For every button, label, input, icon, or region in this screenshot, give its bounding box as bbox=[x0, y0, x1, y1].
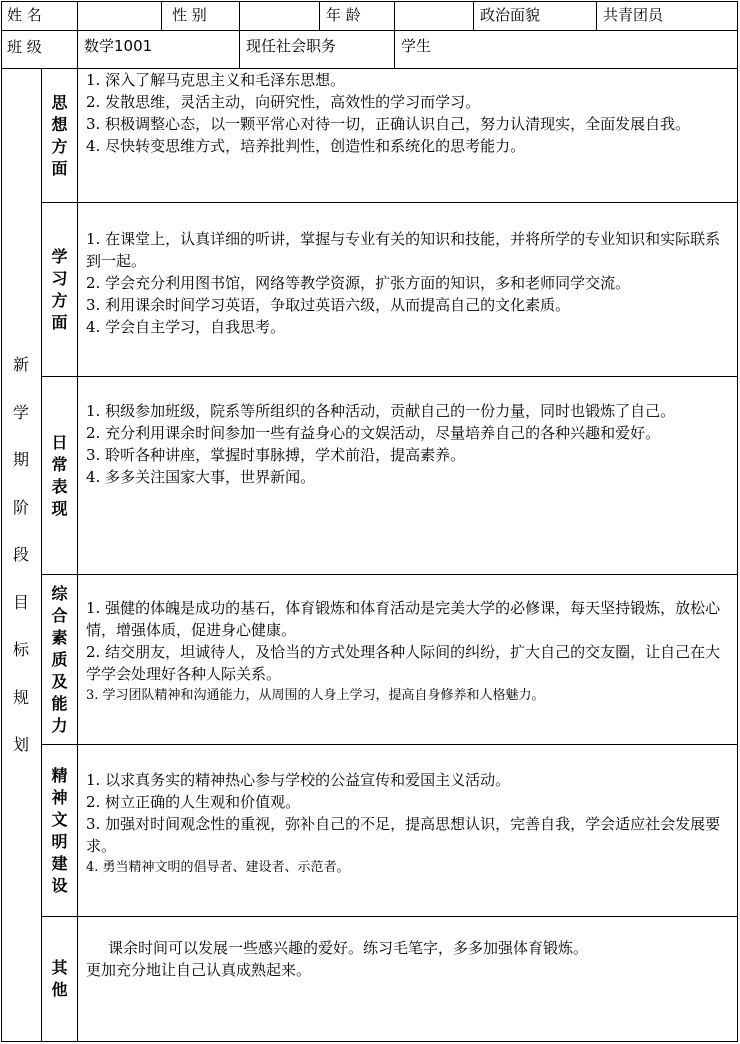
political-status-label: 政治面貌 bbox=[474, 1, 597, 31]
section-content-civility bbox=[78, 745, 738, 917]
gender-label: 性 别 bbox=[162, 1, 240, 31]
list-item: 2. 充分利用课余时间参加一些有益身心的文娱活动，尽量培养自己的各种兴趣和爱好。 bbox=[86, 424, 661, 442]
list-item: 3. 利用课余时间学习英语，争取过英语六级，从而提高自己的文化素质。 bbox=[86, 296, 571, 314]
section-label-civility: 精神文明建设 bbox=[42, 745, 78, 917]
section-content-abilities bbox=[78, 575, 738, 745]
section-content-daily bbox=[78, 377, 738, 575]
list-item: 2. 发散思维，灵活主动，向研究性，高效性的学习而学习。 bbox=[86, 93, 481, 111]
paragraph: 更加充分地让自己认真成熟起来。 bbox=[86, 961, 312, 979]
political-status-value[interactable]: 共青团员 bbox=[597, 1, 738, 31]
list-item: 1. 强健的体魄是成功的基石，体育锻炼和体育活动是完美大学的必修课，每天坚持锻炼，放松心情，增强体质，促进身心健康。 bbox=[86, 599, 721, 639]
list-item: 2. 学会充分利用图书馆，网络等教学资源，扩张方面的知识，多和老师同学交流。 bbox=[86, 274, 631, 292]
paragraph: 课余时间可以发展一些感兴趣的爱好。练习毛笔字，多多加强体育锻炼。 bbox=[108, 939, 589, 957]
main-section-label: 新学期阶段目标规划 bbox=[1, 69, 42, 1042]
social-position-value[interactable]: 学生 bbox=[395, 31, 738, 69]
list-item: 1. 深入了解马克思主义和毛泽东思想。 bbox=[86, 71, 346, 89]
list-item: 3. 学习团队精神和沟通能力，从周围的人身上学习，提高自身修养和人格魅力。 bbox=[86, 688, 545, 703]
list-item: 1. 积级参加班级，院系等所组织的各种活动，贡献自己的一份力量，同时也锻炼了自己。 bbox=[86, 402, 676, 420]
name-value[interactable] bbox=[78, 1, 162, 31]
section-label-daily: 日常表现 bbox=[42, 377, 78, 575]
class-value[interactable]: 数学1001 bbox=[78, 31, 240, 69]
section-content-study bbox=[78, 203, 738, 377]
section-content-other bbox=[78, 917, 738, 1042]
list-item: 1. 在课堂上，认真详细的听讲，掌握与专业有关的知识和技能，并将所学的专业知识和实际联系到一起。 bbox=[86, 230, 721, 270]
list-item: 4. 尽快转变思维方式，培养批判性，创造性和系统化的思考能力。 bbox=[86, 137, 526, 155]
list-item: 4. 勇当精神文明的倡导者、建设者、示范者。 bbox=[86, 860, 350, 875]
class-label: 班 级 bbox=[1, 31, 78, 69]
list-item: 2. 结交朋友，坦诚待人，及恰当的方式处理各种人际间的纠纷，扩大自己的交友圈，让自己在大学学会处理好各种人际关系。 bbox=[86, 643, 721, 683]
section-label-abilities: 综合素质及能力 bbox=[42, 575, 78, 745]
list-item: 3. 积极调整心态，以一颗平常心对待一切，正确认识自己，努力认清现实，全面发展自我。 bbox=[86, 115, 691, 133]
age-value[interactable] bbox=[395, 1, 474, 31]
list-item: 1. 以求真务实的精神热心参与学校的公益宣传和爱国主义活动。 bbox=[86, 771, 511, 789]
name-label: 姓 名 bbox=[1, 1, 78, 31]
age-label: 年 龄 bbox=[320, 1, 395, 31]
section-label-study: 学习方面 bbox=[42, 203, 78, 377]
gender-value[interactable] bbox=[240, 1, 320, 31]
section-content-thought bbox=[78, 69, 738, 203]
list-item: 2. 树立正确的人生观和价值观。 bbox=[86, 793, 301, 811]
list-item: 3. 加强对时间观念性的重视，弥补自己的不足，提高思想认识，完善自我，学会适应社会发展要求。 bbox=[86, 815, 721, 855]
list-item: 3. 聆听各种讲座，掌握时事脉搏，学术前沿，提高素养。 bbox=[86, 446, 466, 464]
list-item: 4. 多多关注国家大事，世界新闻。 bbox=[86, 468, 316, 486]
list-item: 4. 学会自主学习，自我思考。 bbox=[86, 318, 286, 336]
social-position-label: 现任社会职务 bbox=[240, 31, 395, 69]
section-label-thought: 思想方面 bbox=[42, 69, 78, 203]
section-label-other: 其他 bbox=[42, 917, 78, 1042]
